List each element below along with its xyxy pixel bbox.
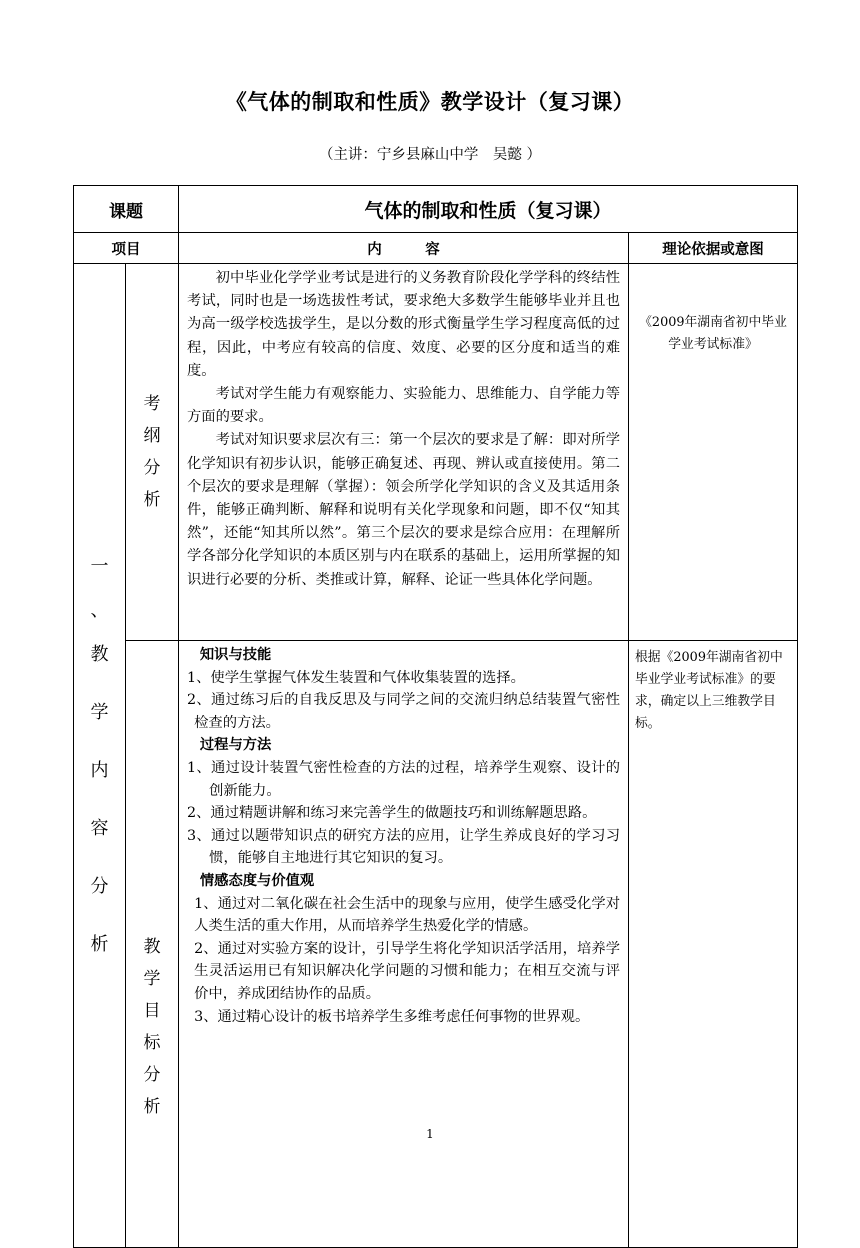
teaching-goals-content bbox=[179, 641, 629, 1248]
section-label: 一 、 教 学 内 容 分 析 bbox=[74, 264, 126, 1248]
goal-item: 3、通过精心设计的板书培养学生多维考虑任何事物的世界观。 bbox=[194, 1008, 590, 1025]
teaching-goals-basis: 根据《2009年湖南省初中毕业学业考试标准》的要求，确定以上三维教学目标。 bbox=[629, 641, 798, 1248]
column-header-content: 内 容 bbox=[179, 233, 629, 264]
lesson-plan-table bbox=[73, 185, 798, 1248]
paragraph: 初中毕业化学学业考试是进行的义务教育阶段化学学科的终结性考试，同时也是一场选拔性考试，要求绝大多数学生能够毕业并且也为高一级学校选拔学生，是以分数的形式衡量学生学习程度高低的过程，因此，中考应有较高的信度、效度、必要的区分度和适当的难度。 bbox=[187, 270, 620, 379]
goal-item: 1、通过对二氧化碳在社会生活中的现象与应用，使学生感受化学对人类生活的重大作用，从而培养学生热爱化学的情感。 bbox=[194, 895, 620, 935]
topic-label: 课题 bbox=[74, 186, 179, 233]
column-header-item: 项目 bbox=[74, 233, 179, 264]
column-header-basis: 理论依据或意图 bbox=[629, 233, 798, 264]
document-subtitle: （主讲：宁乡县麻山中学 吴懿 ） bbox=[318, 147, 542, 163]
row-label-teaching-goals: 教 学 目 标 分 析 bbox=[126, 641, 179, 1248]
row-label-exam-outline: 考 纲 分 析 bbox=[126, 264, 179, 641]
page-number: 1 bbox=[426, 1127, 434, 1141]
document-title: 《气体的制取和性质》教学设计（复习课） bbox=[225, 89, 635, 114]
heading-attitudes-values: 情感态度与价值观 bbox=[199, 872, 315, 889]
goal-item: 2、通过练习后的自我反思及与同学之间的交流归纳总结装置气密性检查的方法。 bbox=[187, 692, 620, 731]
goal-item: 1、通过设计装置气密性检查的方法的过程，培养学生观察、设计的创新能力。 bbox=[187, 759, 620, 799]
topic-value: 气体的制取和性质（复习课） bbox=[179, 186, 798, 233]
paragraph: 考试对学生能力有观察能力、实验能力、思维能力、自学能力等方面的要求。 bbox=[187, 386, 620, 426]
paragraph: 考试对知识要求层次有三：第一个层次的要求是了解：即对所学化学知识有初步认识，能够正确复述、再现、辨认或直接使用。第二个层次的要求是理解（掌握）：领会所学化学知识的含义及其适用条件，能够正确判断、解释和说明有关化学现象和问题，即不仅“知其然”，还能“知其所以然”。第三个层次的要求是综合应用：在理解所学各部分化学知识的本质区别与内在联系的基础上，运用所掌握的知识进行必要的分析、类推或计算，解释、论证一些具体化学问题。 bbox=[187, 432, 620, 588]
goal-item: 2、通过精题讲解和练习来完善学生的做题技巧和训练解题思路。 bbox=[187, 805, 597, 822]
exam-outline-basis: 《2009年湖南省初中毕业学业考试标准》 bbox=[629, 264, 798, 641]
heading-process-methods: 过程与方法 bbox=[199, 737, 272, 754]
goal-item: 3、通过以题带知识点的研究方法的应用，让学生养成良好的学习习惯，能够自主地进行其它知识的复习。 bbox=[187, 827, 620, 867]
exam-outline-content bbox=[179, 264, 629, 641]
goal-item: 2、通过对实验方案的设计，引导学生将化学知识活学活用，培养学生灵活运用已有知识解决化学问题的习惯和能力；在相互交流与评价中，养成团结协作的品质。 bbox=[194, 940, 620, 1002]
goal-item: 1、使学生掌握气体发生装置和气体收集装置的选择。 bbox=[187, 669, 525, 686]
heading-knowledge-skills: 知识与技能 bbox=[199, 647, 272, 663]
